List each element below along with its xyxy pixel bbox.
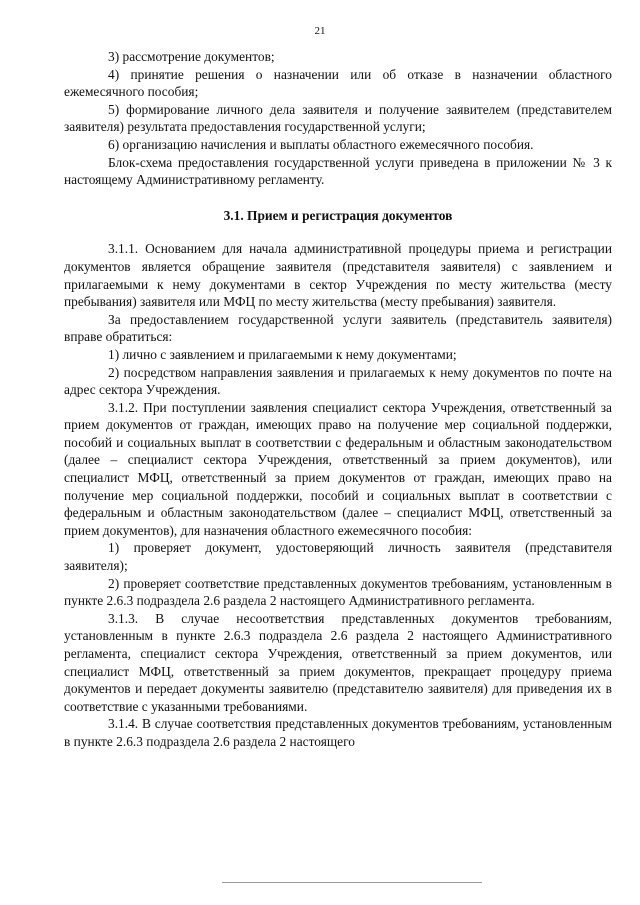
paragraph: 2) проверяет соответствие представленных документов требованиям, установленным в пункте 2.6.3 подраздела 2.6 раздела 2 настоящего Административного регламента. — [64, 575, 612, 609]
paragraph: 3) рассмотрение документов; — [108, 49, 275, 64]
paragraph: 5) формирование личного дела заявителя и получение заявителем (представителем заявителя) результата предоставления государственной услуги; — [64, 101, 612, 135]
paragraph: 1) лично с заявлением и прилагаемыми к нему документами; — [108, 346, 457, 362]
paragraph: 2) посредством направления заявления и прилагаемых к нему документов по почте на адрес сектора Учреждения. — [64, 364, 612, 398]
paragraph: 4) принятие решения о назначении или об отказе в назначении областного ежемесячного пособия; — [64, 66, 612, 100]
section-heading: 3.1. Прием и регистрация документов — [223, 207, 453, 223]
paragraph: 3.1.2. При поступлении заявления специалист сектора Учреждения, ответственный за прием документов от граждан, имеющих право на получение мер социальной поддержки, пособий и социальных выплат в соответствии с федеральным и областным законодательством (далее – специалист сектора Учреждения, ответственный за прием документов), или специалист МФЦ, ответственный за прием документов от граждан, имеющих право на получение мер социальной поддержки, пособий и социальных выплат в соответствии с федеральным и областным законодательством (далее – специалист МФЦ, ответственный за прием документов), для назначения областного ежемесячного пособия: — [64, 399, 612, 538]
paragraph: За предоставлением государственной услуги заявитель (представитель заявителя) вправе обратиться: — [64, 311, 612, 345]
paragraph: 3.1.4. В случае соответствия представленных документов требованиям, установленным в пункте 2.6.3 подраздела 2.6 раздела 2 настоящего — [64, 716, 612, 749]
paragraph: 1) проверяет документ, удостоверяющий личность заявителя (представителя заявителя); — [64, 540, 612, 574]
paragraph: 3.1.1. Основанием для начала административной процедуры приема и регистрации документов является обращение заявителя (представителя заявителя) с заявлением и прилагаемыми к нему документами в сектор Учреждения по месту жительства (месту пребывания) заявителя или МФЦ по месту жительства (месту пребывания) заявителя. — [64, 241, 612, 310]
paragraph: 6) организацию начисления и выплаты областного ежемесячного пособия. — [108, 136, 534, 152]
document-body — [64, 48, 612, 751]
footer-divider — [222, 882, 482, 883]
paragraph: Блок-схема предоставления государственной услуги приведена в приложении № 3 к настоящему Административному регламенту. — [64, 154, 612, 188]
page-number: 21 — [314, 25, 326, 37]
paragraph: 3.1.3. В случае несоответствия представленных документов требованиям, установленным в пункте 2.6.3 подраздела 2.6 раздела 2 настоящего Административного регламента, специалист сектора Учреждения, ответственный за прием документов, или специалист МФЦ, ответственный за прием документов, прекращает процедуру приема документов и передает документы заявителю (представителю заявителя) для приведения их в соответствие с указанными требованиями. — [64, 610, 612, 714]
